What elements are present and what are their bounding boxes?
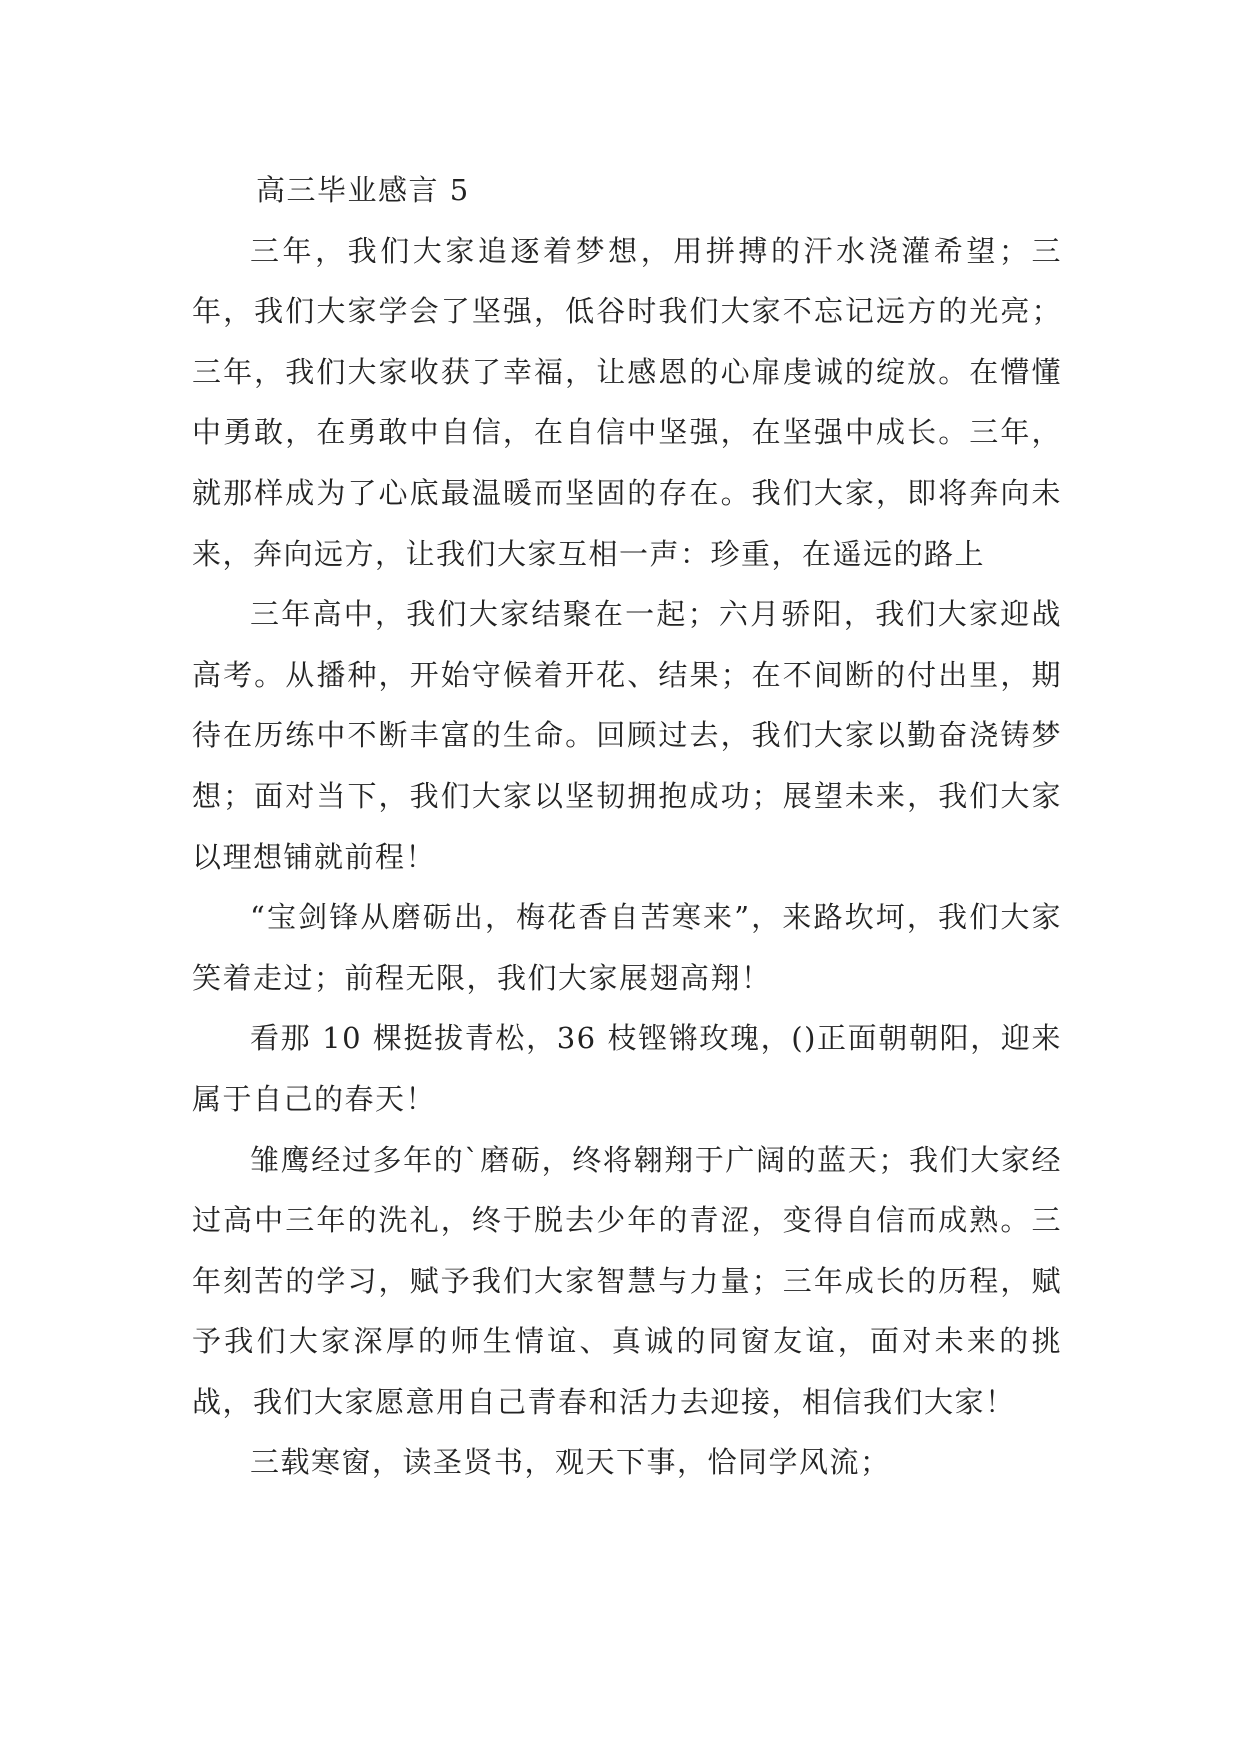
paragraph-2: 三年高中，我们大家结聚在一起；六月骄阳，我们大家迎战高考。从播种，开始守候着开花、结果；在不间断的付出里，期待在历练中不断丰富的生命。回顾过去，我们大家以勤奋浇铸梦想；面对当下，我们大家以坚韧拥抱成功；展望未来，我们大家以理想铺就前程！ [192,597,1062,874]
paragraph-6: 三载寒窗，读圣贤书，观天下事，恰同学风流； [250,1445,891,1480]
paragraph-5: 雏鹰经过多年的`磨砺，终将翱翔于广阔的蓝天；我们大家经过高中三年的洗礼，终于脱去少年的青涩，变得自信而成熟。三年刻苦的学习，赋予我们大家智慧与力量；三年成长的历程，赋予我们大家深厚的师生情谊、真诚的同窗友谊，面对未来的挑战，我们大家愿意用自己青春和活力去迎接，相信我们大家！ [192,1142,1062,1419]
document-title: 高三毕业感言 5 [256,173,470,207]
document-body [192,160,1062,1493]
paragraph-1: 三年，我们大家追逐着梦想，用拼搏的汗水浇灌希望；三年，我们大家学会了坚强，低谷时我们大家不忘记远方的光亮；三年，我们大家收获了幸福，让感恩的心扉虔诚的绽放。在懵懂中勇敢，在勇敢中自信，在自信中坚强，在坚强中成长。三年，就那样成为了心底最温暖而坚固的存在。我们大家，即将奔向未来，奔向远方，让我们大家互相一声：珍重，在遥远的路上 [192,233,1062,571]
paragraph-3: “宝剑锋从磨砺出，梅花香自苦寒来”，来路坎坷，我们大家笑着走过；前程无限，我们大家展翅高翔！ [192,900,1062,995]
paragraph-4: 看那 10 棵挺拔青松，36 枝铿锵玫瑰，()正面朝朝阳，迎来属于自己的春天！ [192,1021,1062,1116]
